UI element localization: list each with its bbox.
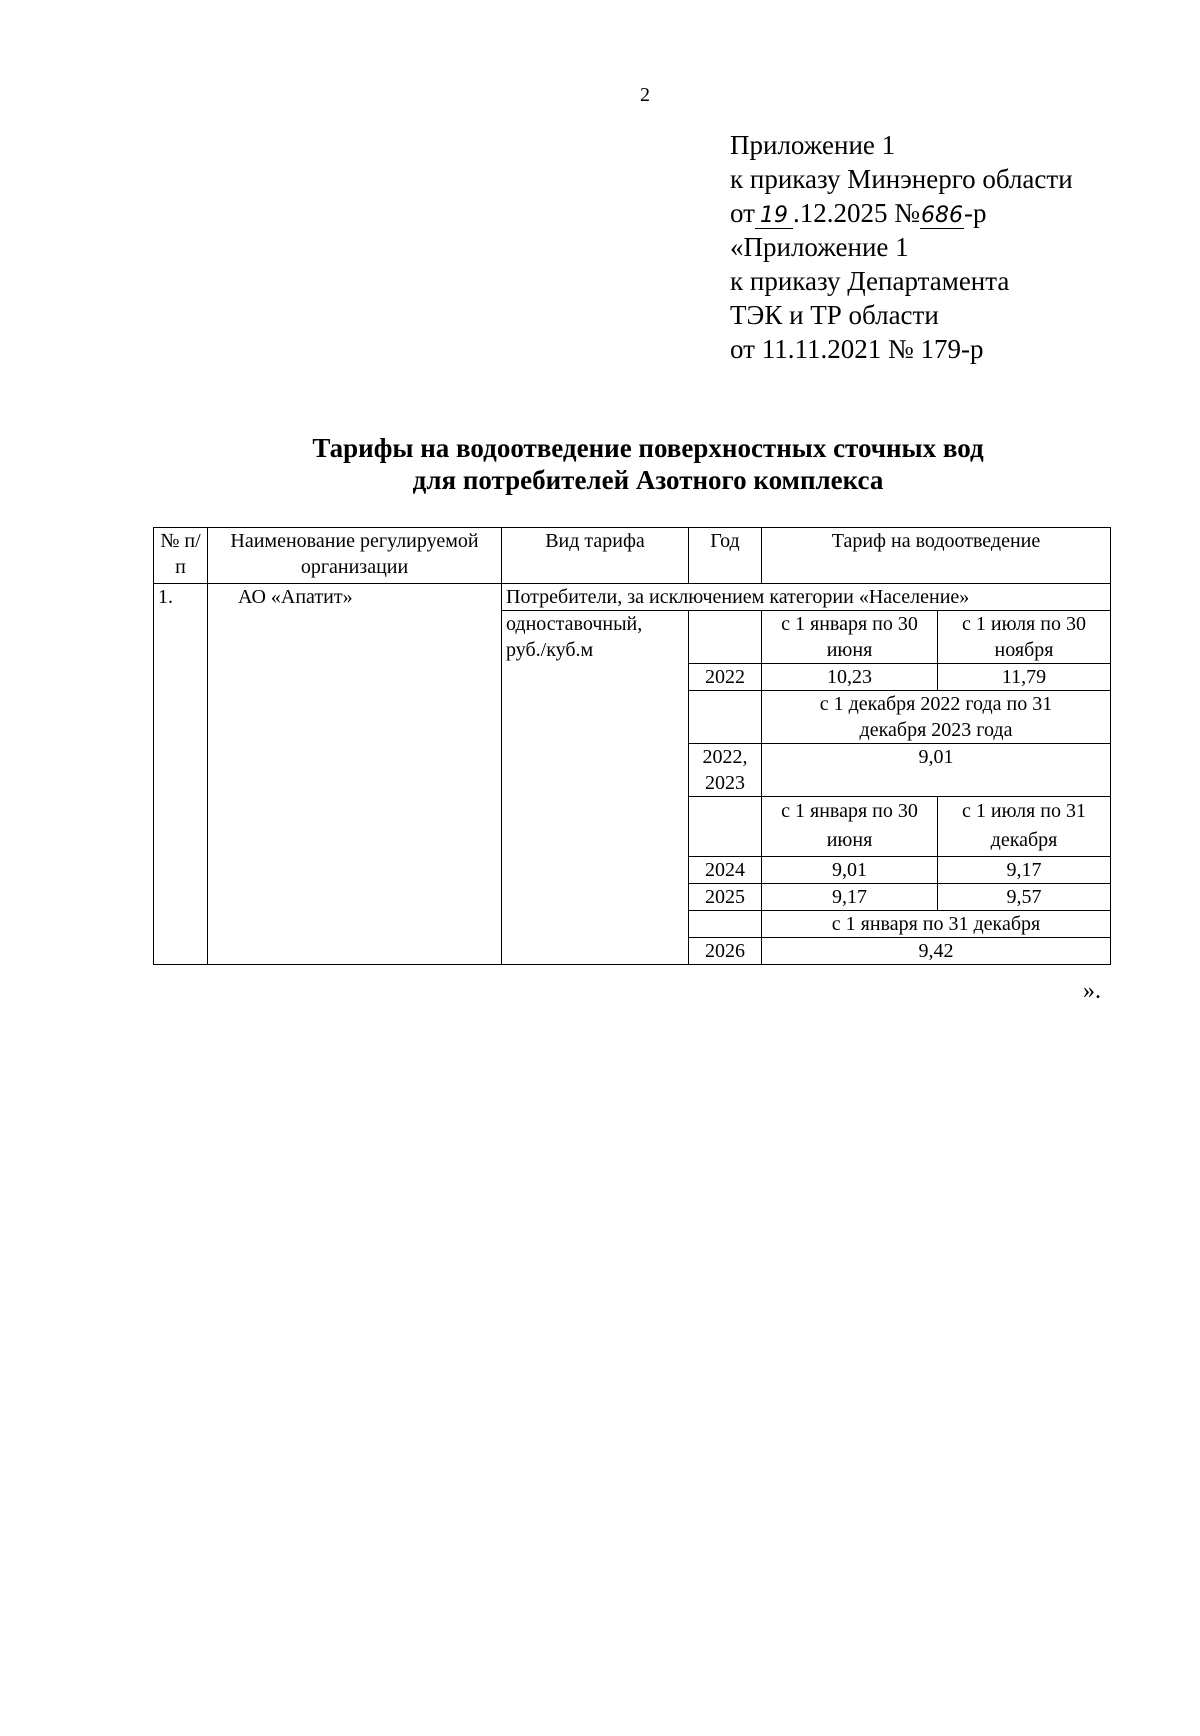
value-cell: 9,01 (762, 744, 1111, 797)
value-cell: 10,23 (762, 664, 938, 691)
appendix-block (730, 128, 1073, 366)
year-cell-empty (689, 691, 762, 744)
tariff-table (153, 527, 1111, 965)
period-cell: с 1 января по 30 июня (762, 611, 938, 664)
period-cell: с 1 января по 30 июня (762, 797, 938, 857)
header-tariff: Тариф на водоотведение (762, 528, 1111, 584)
appendix-line: к приказу Департамента (730, 266, 1010, 296)
period-cell: с 1 декабря 2022 года по 31 декабря 2023 года (762, 691, 1111, 744)
value-cell: 11,79 (938, 664, 1111, 691)
table-row (154, 584, 1111, 611)
appendix-from: от (730, 198, 755, 228)
appendix-line: ТЭК и ТР области (730, 300, 939, 330)
period-cell: с 1 июля по 30 ноября (938, 611, 1111, 664)
tariff-type: одноставочный, руб./куб.м (502, 611, 689, 965)
value-cell: 9,42 (762, 938, 1111, 965)
period-cell: с 1 января по 31 декабря (762, 911, 1111, 938)
year-cell: 2022, 2023 (689, 744, 762, 797)
closing-quote: ». (1083, 978, 1101, 1004)
row-number: 1. (154, 584, 208, 965)
year-cell: 2025 (689, 884, 762, 911)
header-type: Вид тарифа (502, 528, 689, 584)
consumer-category: Потребители, за исключением категории «Население» (502, 584, 1111, 611)
value-cell: 9,17 (938, 857, 1111, 884)
handwritten-day: 19 (755, 204, 793, 229)
appendix-line: от 11.11.2021 № 179-р (730, 334, 984, 364)
value-cell: 9,17 (762, 884, 938, 911)
title-line: для потребителей Азотного комплекса (412, 465, 884, 495)
appendix-date: .12.2025 № (792, 198, 920, 228)
appendix-date-line (730, 196, 1073, 230)
year-cell-empty (689, 911, 762, 938)
appendix-line: Приложение 1 (730, 130, 896, 160)
year-cell: 2022 (689, 664, 762, 691)
title-line: Тарифы на водоотведение поверхностных сточных вод (312, 433, 984, 463)
page-number: 2 (640, 84, 650, 106)
year-cell: 2026 (689, 938, 762, 965)
header-year: Год (689, 528, 762, 584)
document-title (0, 432, 1200, 496)
year-cell: 2024 (689, 857, 762, 884)
header-org: Наименование регулируемой организации (208, 528, 502, 584)
year-cell-empty (689, 611, 762, 664)
appendix-line: «Приложение 1 (730, 232, 909, 262)
appendix-suffix: -р (963, 198, 987, 228)
table-header-row (154, 528, 1111, 584)
value-cell: 9,57 (938, 884, 1111, 911)
handwritten-number: 686 (920, 203, 963, 228)
year-cell-empty (689, 797, 762, 857)
value-cell: 9,01 (762, 857, 938, 884)
org-name: АО «Апатит» (208, 584, 502, 965)
header-num: № п/п (154, 528, 208, 584)
period-cell: с 1 июля по 31 декабря (938, 797, 1111, 857)
appendix-line: к приказу Минэнерго области (730, 164, 1073, 194)
